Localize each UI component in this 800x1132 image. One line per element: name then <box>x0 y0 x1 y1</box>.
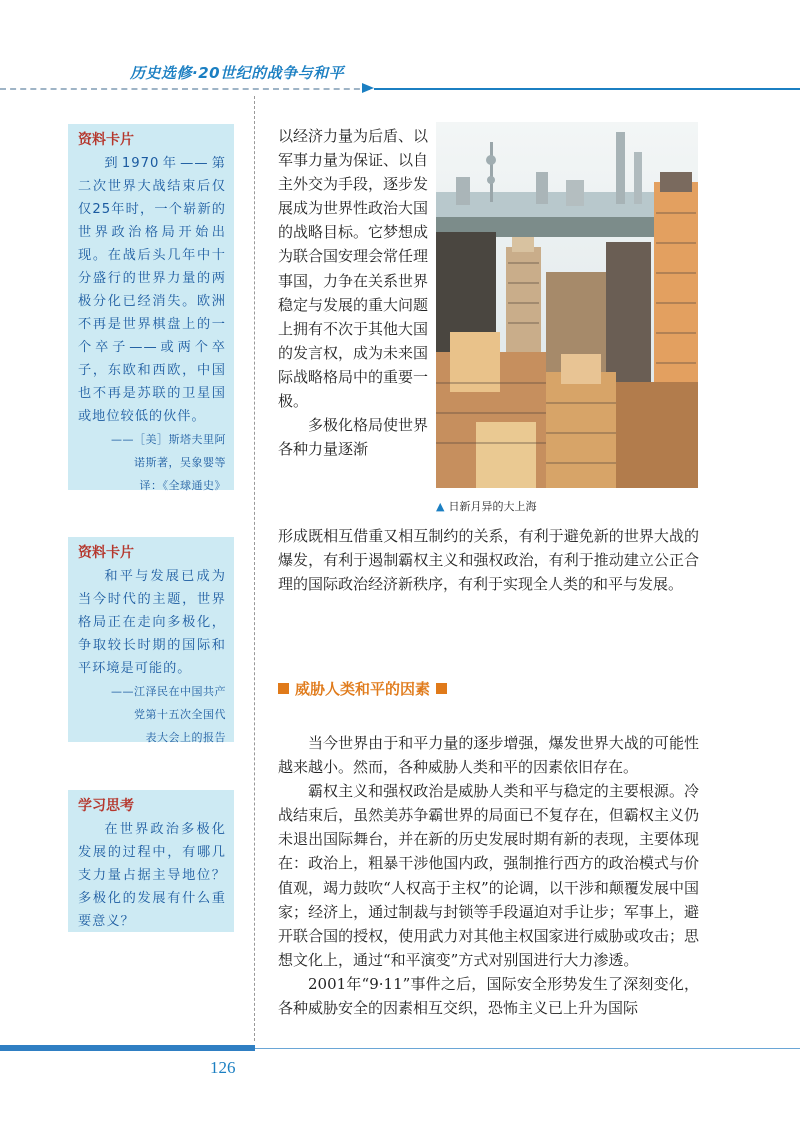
narrow-text-column <box>278 124 428 461</box>
square-bullet-icon <box>436 683 447 694</box>
running-header-title: 历史选修·20世纪的战争与和平 <box>130 64 345 82</box>
header-dashed-rule <box>0 88 370 90</box>
footer-rule <box>255 1048 800 1049</box>
body-text: 形成既相互借重又相互制约的关系，有利于避免新的世界大战的爆发，有利于遏制霸权主义和强权政治，有利于推动建立公正合理的国际政治经济新秩序，有利于实现全人类的和平与发展。 <box>278 527 699 594</box>
card-source-line: 表大会上的报告 <box>145 731 226 744</box>
page-number: 126 <box>210 1058 236 1077</box>
card-body: 和平与发展已成为当今时代的主题，世界格局正在走向多极化，争取较长时期的国际和平环境是可能的。 <box>78 569 226 676</box>
paragraph: 霸权主义和强权政治是威胁人类和平与稳定的主要根源。冷战结束后，虽然美苏争霸世界的局面已不复存在，但霸权主义仍未退出国际舞台，并在新的历史发展时期有新的表现，主要体现在：政治上，粗暴干涉他国内政，强制推行西方的政治模式与价值观，竭力鼓吹“人权高于主权”的论调，以干涉和颠覆发展中国家；经济上，通过制裁与封锁等手段逼迫对手让步；军事上，避开联合国的授权，使用武力对其他主权国家进行威胁或攻击；思想文化上，通过“和平演变”方式对别国进行大力渗透。 <box>278 782 699 969</box>
paragraph: 2001年“9·11”事件之后，国际安全形势发生了深刻变化，各种威胁安全的因素相互交织，恐怖主义已上升为国际 <box>278 974 699 1018</box>
caption-text: 日新月异的大上海 <box>448 500 537 513</box>
card-source-line: ——江泽民在中国共产 <box>111 685 226 698</box>
study-question-card <box>68 790 234 932</box>
footer-bar <box>0 1045 255 1051</box>
body-text: 以经济力量为后盾、以军事力量为保证、以自主外交为手段，逐步发展成为世界性政治大国的战略目标。它梦想成为联合国安理会常任理事国，力争在关系世界稳定与发展的重大问题上拥有不次于其他大国的发言权，成为未来国际战略格局中的重要一极。 <box>278 127 429 411</box>
section-heading-text: 威胁人类和平的因素 <box>295 680 431 698</box>
info-card-1 <box>68 124 234 490</box>
card-title: 学习思考 <box>78 798 134 814</box>
card-title: 资料卡片 <box>78 132 134 148</box>
square-bullet-icon <box>278 683 289 694</box>
card-source-line: 译：《全球通史》 <box>139 479 226 492</box>
info-card-2 <box>68 537 234 742</box>
photo-caption <box>436 498 536 514</box>
header-solid-rule <box>374 88 800 90</box>
card-source-line: ——［美］斯塔夫里阿 <box>111 433 226 446</box>
card-body: 在世界政治多极化发展的过程中，有哪几支力量占据主导地位？多极化的发展有什么重要意义？ <box>78 822 226 929</box>
card-source-line: 党第十五次全国代 <box>134 708 226 721</box>
section-body <box>278 731 699 1020</box>
shanghai-skyline-photo <box>436 122 698 488</box>
full-text-block <box>278 524 699 596</box>
body-text: 多极化格局使世界各种力量逐渐 <box>278 416 429 459</box>
header-arrow-icon <box>362 83 374 93</box>
paragraph: 当今世界由于和平力量的逐步增强，爆发世界大战的可能性越来越小。然而，各种威胁人类和平的因素依旧存在。 <box>278 734 699 777</box>
section-heading <box>278 678 447 699</box>
card-source-line: 诺斯著，吴象婴等 <box>134 456 226 469</box>
caption-triangle-icon: ▲ <box>436 500 445 513</box>
card-body: 到1970年——第二次世界大战结束后仅仅25年时，一个崭新的世界政治格局开始出现。在战后头几年中十分盛行的世界力量的两极分化已经消失。欧洲不再是世界棋盘上的一个卒子——或两个卒子，东欧和西欧，中国也不再是苏联的卫星国或地位较低的伙伴。 <box>78 156 226 424</box>
card-title: 资料卡片 <box>78 545 134 561</box>
margin-divider <box>254 96 255 1041</box>
